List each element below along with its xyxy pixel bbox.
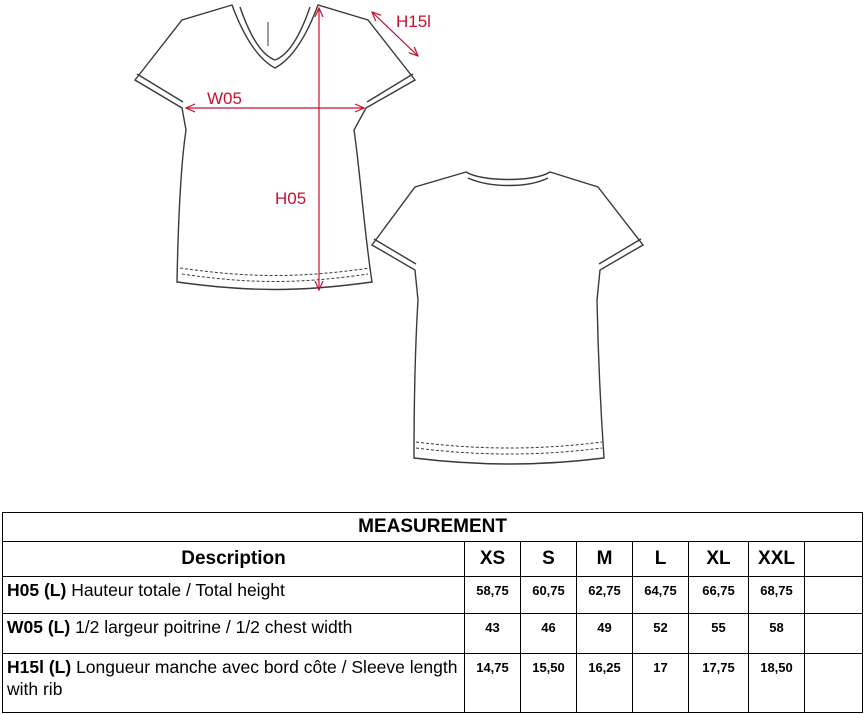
row-text: Longueur manche avec bord côte / Sleeve length with rib: [7, 657, 458, 699]
row-text: 1/2 largeur poitrine / 1/2 chest width: [75, 617, 353, 637]
h05-label: H05: [275, 189, 307, 208]
value-cell: 14,75: [465, 654, 521, 713]
empty-cell: [805, 614, 863, 654]
measurement-table: [2, 512, 863, 713]
front-tshirt-illustration: [135, 5, 415, 290]
row-text: Hauteur totale / Total height: [71, 580, 285, 600]
value-cell: 58: [749, 614, 805, 654]
size-header-xs: XS: [465, 542, 521, 577]
value-cell: 43: [465, 614, 521, 654]
empty-header-cell: [805, 542, 863, 577]
table-row: [3, 654, 863, 713]
row-description: [3, 577, 465, 614]
value-cell: 58,75: [465, 577, 521, 614]
value-cell: 68,75: [749, 577, 805, 614]
value-cell: 16,25: [577, 654, 633, 713]
value-cell: 52: [633, 614, 689, 654]
value-cell: 17: [633, 654, 689, 713]
back-tshirt-illustration: [372, 172, 643, 464]
value-cell: 55: [689, 614, 749, 654]
size-header-s: S: [521, 542, 577, 577]
value-cell: 15,50: [521, 654, 577, 713]
value-cell: 66,75: [689, 577, 749, 614]
h15l-label: H15l: [396, 12, 431, 31]
size-header-xxl: XXL: [749, 542, 805, 577]
value-cell: 18,50: [749, 654, 805, 713]
value-cell: 17,75: [689, 654, 749, 713]
size-header-xl: XL: [689, 542, 749, 577]
row-description: [3, 614, 465, 654]
row-code: W05 (L): [7, 617, 71, 637]
value-cell: 49: [577, 614, 633, 654]
table-title: MEASUREMENT: [3, 513, 863, 542]
description-header: Description: [3, 542, 465, 577]
size-header-l: L: [633, 542, 689, 577]
row-code: H15l (L): [7, 657, 72, 677]
empty-cell: [805, 654, 863, 713]
table-row: [3, 614, 863, 654]
dimension-lines: [186, 8, 418, 290]
value-cell: 46: [521, 614, 577, 654]
row-description: [3, 654, 465, 713]
row-code: H05 (L): [7, 580, 67, 600]
w05-label: W05: [207, 89, 242, 108]
value-cell: 64,75: [633, 577, 689, 614]
value-cell: 60,75: [521, 577, 577, 614]
empty-cell: [805, 577, 863, 614]
size-header-m: M: [577, 542, 633, 577]
table-row: [3, 577, 863, 614]
value-cell: 62,75: [577, 577, 633, 614]
